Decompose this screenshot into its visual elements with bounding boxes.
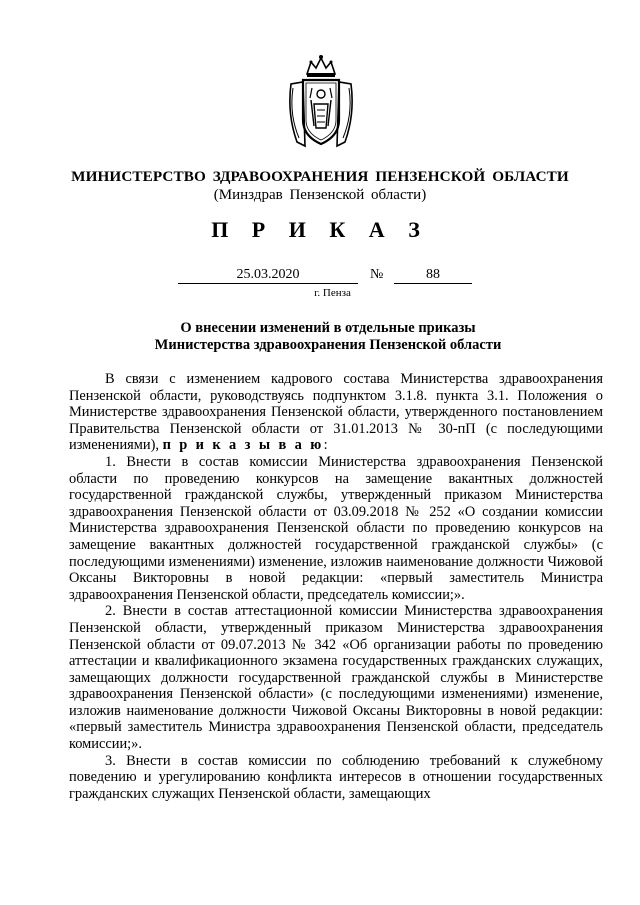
subject-line-2: Министерства здравоохранения Пензенской области	[154, 337, 502, 353]
document-title: П Р И К А З	[211, 217, 429, 242]
preamble-text: В связи с изменением кадрового состава Министерства здравоохранения Пензенской области, руководствуясь подпунктом 3.1.8. пункта 3.1. Положения о Министерстве здравоохранения Пензенской области, утвержденного постановлением Правительства Пензенской области от 31.01.2013 № 30-пП (с последующими изменениями),	[69, 371, 603, 454]
order-verb: п р и к а з ы в а ю	[162, 437, 324, 454]
item-1-paragraph: 1. Внести в состав комиссии Министерства здравоохранения Пензенской области по проведению конкурсов на замещение вакантных должностей государственной гражданской службы, утвержденный приказом Министерства здравоохранения Пензенской области от 03.09.2018 № 252 «О создании комиссии Министерства здравоохранения Пензенской области по проведению конкурсов на замещение вакантных должностей государственной гражданской службы» (с последующими изменениями) изменение, изложив наименование должности Чижовой Оксаны Викторовны в новой редакции: «первый заместитель Министра здравоохранения Пензенской области, председатель комиссии;».	[69, 453, 603, 603]
item-3-paragraph: 3. Внести в состав комиссии по соблюдению требований к служебному поведению и урегулированию конфликта интересов в отношении государственных гражданских служащих Пензенской области, замещающих	[69, 752, 603, 802]
ministry-name: МИНИСТЕРСТВО ЗДРАВООХРАНЕНИЯ ПЕНЗЕНСКОЙ ОБЛАСТИ	[71, 168, 569, 185]
order-number: 88	[394, 266, 472, 284]
preamble-end: :	[323, 437, 328, 454]
ministry-short-name: (Минздрав Пензенской области)	[213, 187, 427, 203]
item-2-paragraph: 2. Внести в состав аттестационной комиссии Министерства здравоохранения Пензенской области, утвержденный приказом Министерства здравоохранения Пензенской области от 09.07.2013 № 342 «Об организации работы по проведению аттестации и квалификационного экзамена государственных гражданских служащих, замещающих должности государственной гражданской службы в Министерстве здравоохранения Пензенской области» (с последующими изменениями) изменение, изложив наименование должности Чижовой Оксаны Викторовны в новой редакции: «первый заместитель Министра здравоохранения Пензенской области, председатель комиссии;».	[69, 603, 603, 753]
subject-line-1: О внесении изменений в отдельные приказы	[180, 320, 476, 336]
coat-of-arms-icon	[283, 54, 359, 150]
order-date: 25.03.2020	[178, 266, 358, 284]
preamble-paragraph	[69, 371, 603, 454]
order-subject	[0, 320, 640, 354]
document-body	[69, 371, 603, 802]
number-sign: №	[370, 267, 384, 282]
order-city: г. Пенза	[314, 287, 351, 299]
